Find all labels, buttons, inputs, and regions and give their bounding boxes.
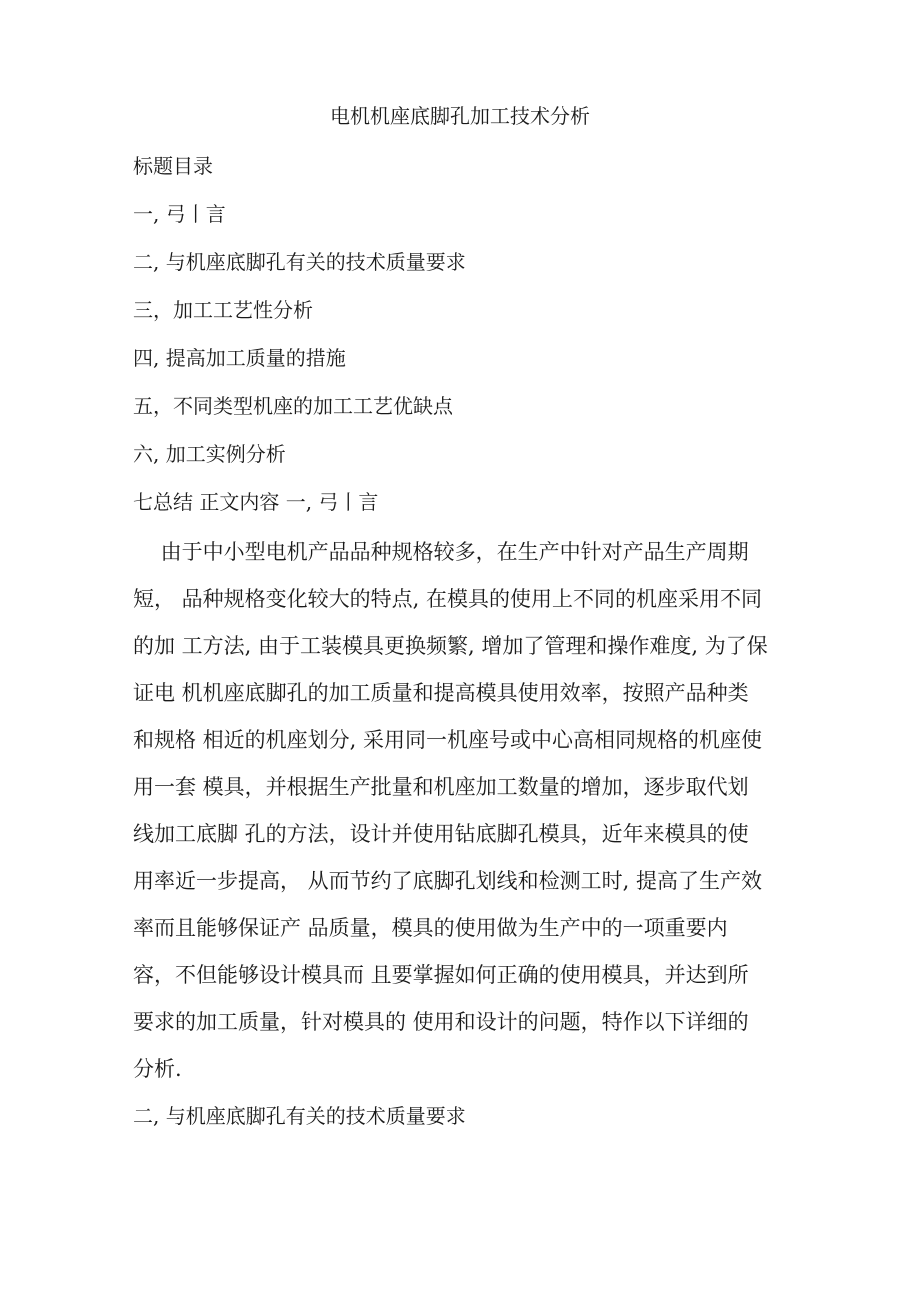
section-heading: 二, 与机座底脚孔有关的技术质量要求 bbox=[133, 1104, 466, 1128]
toc-heading: 标题目录 bbox=[133, 154, 213, 178]
body-line: 短， 品种规格变化较大的特点, 在模具的使用上不同的机座采用不同 bbox=[133, 587, 763, 611]
body-line: 的加 工方法, 由于工装模具更换频繁, 增加了管理和操作难度, 为了保 bbox=[133, 634, 768, 658]
body-line: 率而且能够保证产 品质量，模具的使用做为生产中的一项重要内 bbox=[133, 916, 728, 940]
document-title: 电机机座底脚孔加工技术分析 bbox=[330, 104, 590, 128]
body-line: 分析. bbox=[133, 1057, 182, 1081]
body-line: 用一套 模具，并根据生产批量和机座加工数量的增加，逐步取代划 bbox=[133, 775, 749, 799]
toc-item: 一, 弓丨言 bbox=[133, 202, 226, 226]
toc-item: 五，不同类型机座的加工工艺优缺点 bbox=[133, 394, 453, 418]
body-line: 容，不但能够设计模具而 且要掌握如何正确的使用模具，并达到所 bbox=[133, 963, 749, 987]
toc-item: 六, 加工实例分析 bbox=[133, 442, 286, 466]
toc-last-line: 七总结 正文内容 一, 弓丨言 bbox=[133, 490, 379, 514]
toc-item: 四, 提高加工质量的措施 bbox=[133, 346, 346, 370]
toc-item: 二, 与机座底脚孔有关的技术质量要求 bbox=[133, 250, 466, 274]
body-line: 和规格 相近的机座划分, 采用同一机座号或中心高相同规格的机座使 bbox=[133, 728, 763, 752]
body-line: 由于中小型电机产品品种规格较多，在生产中针对产品生产周期 bbox=[133, 540, 749, 564]
toc-item: 三，加工工艺性分析 bbox=[133, 298, 313, 322]
body-line: 证电 机机座底脚孔的加工质量和提高模具使用效率，按照产品种类 bbox=[133, 681, 749, 705]
body-line: 线加工底脚 孔的方法，设计并使用钻底脚孔模具，近年来模具的使 bbox=[133, 822, 749, 846]
body-line: 用率近一步提高， 从而节约了底脚孔划线和检测工时, 提高了生产效 bbox=[133, 869, 763, 893]
body-line: 要求的加工质量，针对模具的 使用和设计的问题，特作以下详细的 bbox=[133, 1010, 749, 1034]
